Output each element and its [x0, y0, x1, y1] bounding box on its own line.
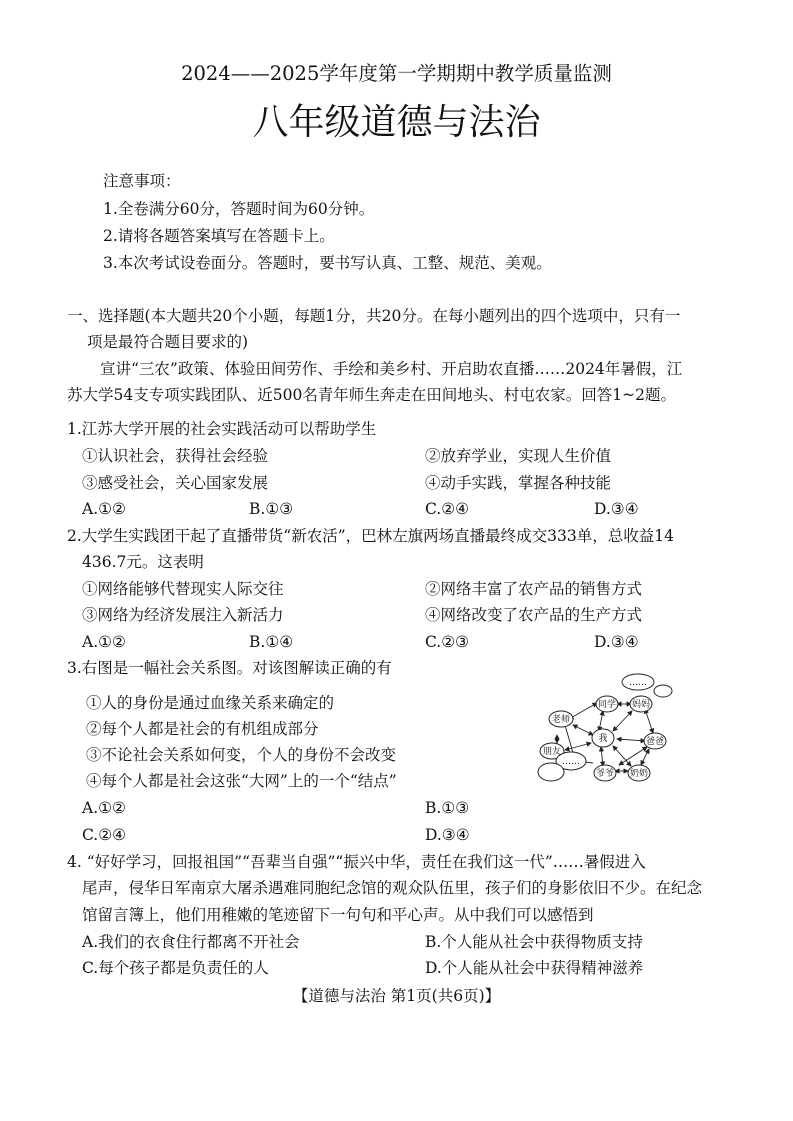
- subject-title: 八年级道德与法治: [252, 102, 541, 143]
- label-classmate: 同学: [597, 700, 617, 710]
- label-grandma: 奶奶: [629, 769, 649, 779]
- question-3-statement-4: ④每个人都是社会这张“大网”上的一个“结点”: [86, 772, 397, 790]
- question-4-stem-cont-1: 尾声，侵华日军南京大屠杀遇难同胞纪念馆的观众队伍里，孩子们的身影依旧不少。在纪念: [82, 879, 703, 897]
- question-3-statement-3: ③不论社会关系如何变，个人的身份不会改变: [86, 746, 397, 764]
- question-2-option-d: D.③④: [594, 633, 639, 651]
- question-3-stem: 3.右图是一幅社会关系图。对该图解读正确的有: [67, 659, 392, 677]
- question-2-option-c: C.②③: [425, 633, 470, 651]
- material-text-cont: 苏大学54支专项实践团队、近500名青年师生奔走在田间地头、村屯农家。回答1~2题。: [67, 386, 677, 404]
- question-2-stem-cont: 436.7元。这表明: [82, 553, 204, 571]
- material-text: 宣讲“三农”政策、体验田间劳作、手绘和美乡村、开启助农直播……2024年暑假，江: [100, 360, 683, 378]
- notice-item-2: 2.请将各题答案填写在答题卡上。: [103, 227, 335, 245]
- question-3-option-d: D.③④: [425, 826, 470, 844]
- question-4-option-c: C.每个孩子都是负责任的人: [82, 959, 269, 977]
- question-2-option-b: B.①④: [249, 633, 294, 651]
- page-footer: 【道德与法治 第1页(共6页)】: [292, 987, 501, 1005]
- question-1-option-b: B.①③: [249, 500, 294, 518]
- question-2-statement-4: ④网络改变了农产品的生产方式: [425, 606, 643, 624]
- question-2-statement-2: ②网络丰富了农产品的销售方式: [425, 580, 643, 598]
- section-heading: 一、选择题(本大题共20个小题，每题1分，共20分。在每小题列出的四个选项中，只有一: [67, 307, 681, 325]
- notice-item-3: 3.本次考试设卷面分。答题时，要书写认真、工整、规范、美观。: [103, 254, 552, 272]
- label-etc-top: ……: [629, 678, 647, 688]
- social-relations-diagram: [535, 671, 687, 787]
- label-mom: 妈妈: [631, 700, 651, 710]
- question-2-statement-1: ①网络能够代替现实人际交往: [82, 580, 284, 598]
- question-1-statement-1: ①认识社会，获得社会经验: [82, 447, 269, 465]
- label-etc-left: ……: [562, 757, 580, 767]
- question-2-statement-3: ③网络为经济发展注入新活力: [82, 606, 284, 624]
- question-1-option-d: D.③④: [594, 500, 639, 518]
- question-4-stem: 4. “好好学习，回报祖国”“吾辈当自强”“振兴中华，责任在我们这一代”……暑假进入: [67, 853, 646, 871]
- question-4-option-b: B.个人能从社会中获得物质支持: [425, 933, 643, 951]
- question-1-statement-2: ②放弃学业，实现人生价值: [425, 447, 612, 465]
- bubble-blank: [538, 763, 564, 781]
- question-1-statement-4: ④动手实践，掌握各种技能: [425, 474, 612, 492]
- question-2-option-a: A.①②: [82, 633, 126, 651]
- notice-item-1: 1.全卷满分60分，答题时间为60分钟。: [103, 200, 375, 218]
- question-1-statement-3: ③感受社会，关心国家发展: [82, 474, 269, 492]
- section-heading-cont: 项是最符合题目要求的): [87, 333, 249, 351]
- label-teacher: 老师: [551, 715, 571, 725]
- notice-title: 注意事项：: [103, 172, 181, 190]
- bubble-small: [654, 685, 672, 697]
- label-me: 我: [598, 734, 608, 744]
- label-friend: 朋友: [542, 747, 562, 757]
- question-3-option-a: A.①②: [82, 799, 126, 817]
- question-1-option-c: C.②④: [425, 500, 470, 518]
- question-4-stem-cont-2: 馆留言簿上，他们用稚嫩的笔迹留下一句句和平心声。从中我们可以感悟到: [82, 906, 594, 924]
- question-2-stem: 2.大学生实践团干起了直播带货“新农活”，巴林左旗两场直播最终成交333单，总收益14: [67, 527, 674, 545]
- label-grandpa: 爷爷: [595, 769, 615, 779]
- question-3-statement-1: ①人的身份是通过血缘关系来确定的: [86, 694, 335, 712]
- question-4-option-a: A.我们的衣食住行都离不开社会: [82, 933, 300, 951]
- question-3-option-b: B.①③: [425, 799, 470, 817]
- exam-term-title: 2024——2025学年度第一学期期中教学质量监测: [181, 62, 612, 85]
- question-1-option-a: A.①②: [82, 500, 126, 518]
- label-dad: 爸爸: [645, 737, 665, 747]
- question-4-option-d: D.个人能从社会中获得精神滋养: [425, 959, 644, 977]
- question-1-stem: 1.江苏大学开展的社会实践活动可以帮助学生: [67, 420, 377, 438]
- question-3-option-c: C.②④: [82, 826, 127, 844]
- question-3-statement-2: ②每个人都是社会的有机组成部分: [86, 720, 319, 738]
